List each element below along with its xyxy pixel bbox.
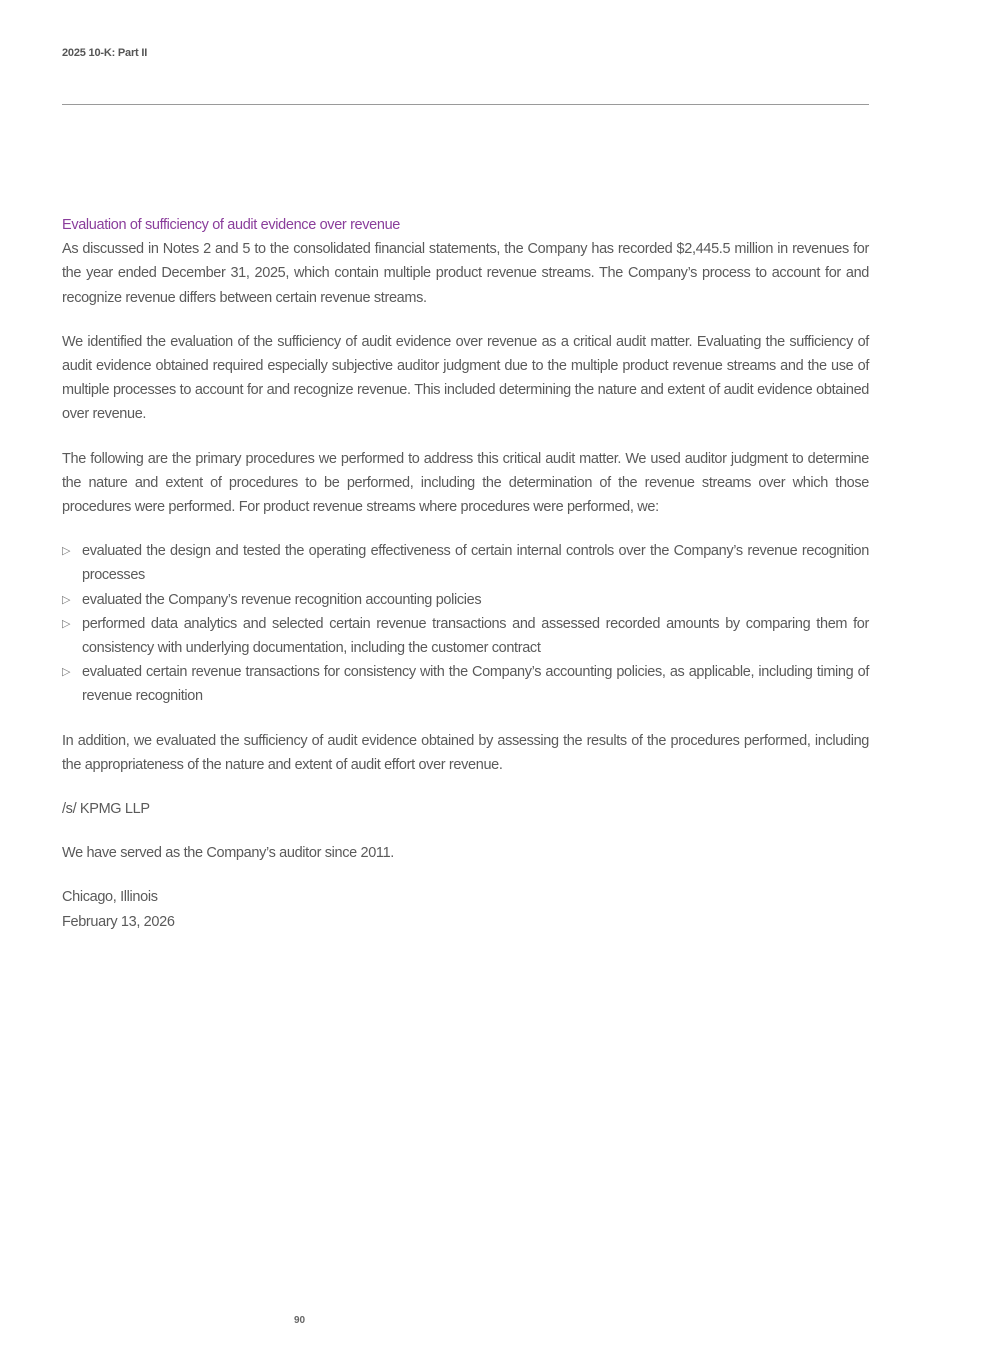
paragraph-critical-audit-matter: We identified the evaluation of the sufficiency of audit evidence over revenue as a critical audit matter. Evaluating the sufficiency of audit evidence obtained required especially subjective auditor judgment due to the multiple product revenue streams and the use of multiple processes to account for and recognize revenue. This included determining the nature and extent of audit evidence obtained over revenue. bbox=[62, 333, 869, 423]
triangle-bullet-icon: ▷ bbox=[62, 617, 71, 630]
triangle-bullet-icon: ▷ bbox=[62, 666, 71, 679]
main-content bbox=[62, 213, 869, 934]
header-divider bbox=[62, 104, 869, 105]
list-item bbox=[62, 660, 869, 708]
list-item bbox=[62, 612, 869, 660]
list-item bbox=[62, 588, 869, 612]
signature-date: February 13, 2026 bbox=[62, 913, 175, 930]
paragraph-procedures-intro: The following are the primary procedures we performed to address this critical audit matter. We used auditor judgment to determine the nature and extent of procedures to be performed, including the determination of the revenue streams over which those procedures were performed. For product revenue streams where procedures were performed, we: bbox=[62, 450, 869, 516]
list-item-text: evaluated the design and tested the operating effectiveness of certain internal controls over the Company’s revenue recognition processes bbox=[82, 543, 869, 584]
page-number: 90 bbox=[294, 1315, 306, 1326]
list-item-text: performed data analytics and selected certain revenue transactions and assessed recorded amounts by comparing them for consistency with underlying documentation, including the customer contract bbox=[82, 615, 869, 657]
auditor-tenure: We have served as the Company’s auditor since 2011. bbox=[62, 845, 394, 862]
triangle-bullet-icon: ▷ bbox=[62, 545, 71, 558]
auditor-signature: /s/ KPMG LLP bbox=[62, 801, 150, 818]
document-header: 2025 10-K: Part II bbox=[62, 47, 148, 59]
list-item-text: evaluated certain revenue transactions for consistency with the Company’s accounting policies, as applicable, including timing of revenue recognition bbox=[82, 664, 869, 705]
procedures-list bbox=[62, 539, 869, 708]
triangle-bullet-icon: ▷ bbox=[62, 593, 71, 606]
section-title: Evaluation of sufficiency of audit evidence over revenue bbox=[62, 217, 401, 233]
signature-city: Chicago, Illinois bbox=[62, 889, 158, 906]
paragraph-closing: In addition, we evaluated the sufficiency of audit evidence obtained by assessing the results of the procedures performed, including the appropriateness of the nature and extent of audit effort over revenue. bbox=[62, 732, 869, 773]
paragraph-revenue-overview: As discussed in Notes 2 and 5 to the consolidated financial statements, the Company has recorded $2,445.5 million in revenues for the year ended December 31, 2025, which contain multiple product revenue streams. The Company’s process to account for and recognize revenue differs between certain revenue streams. bbox=[62, 241, 869, 306]
list-item-text: evaluated the Company’s revenue recognition accounting policies bbox=[82, 591, 482, 608]
list-item bbox=[62, 539, 869, 587]
